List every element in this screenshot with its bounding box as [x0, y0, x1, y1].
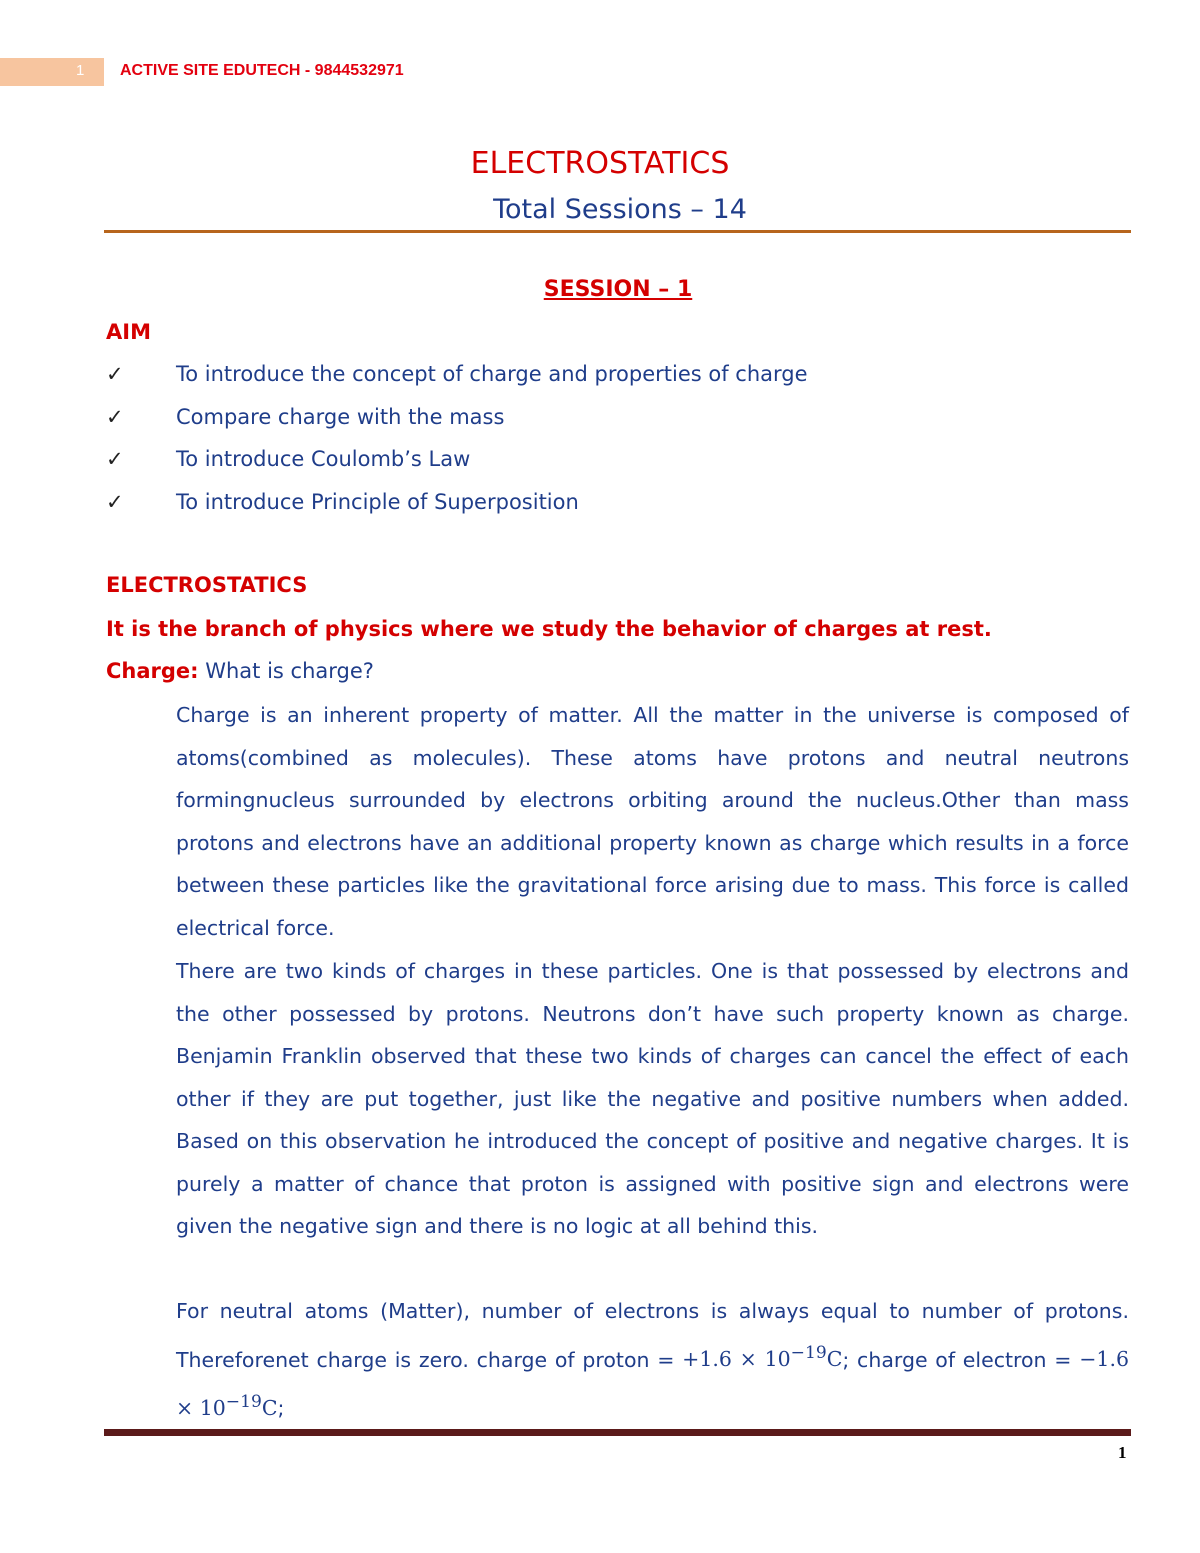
aim-item: ✓ To introduce Principle of Superposition: [106, 490, 579, 514]
question-line: [106, 659, 374, 683]
page-title: ELECTROSTATICS: [470, 146, 730, 181]
question-label: Charge:: [106, 659, 199, 683]
checkmark-icon: ✓: [106, 362, 124, 386]
question-text: What is charge?: [198, 659, 374, 683]
aim-item: ✓ Compare charge with the mass: [106, 405, 505, 429]
paragraph: There are two kinds of charges in these particles. One is that possessed by electrons and the other possessed by protons. Neutrons don’t have such property known as charge. Benjamin Franklin observed that these two kinds of charges can cancel the effect of each other if they are put together, just like the negative and positive numbers when added. Based on this observation he introduced the concept of positive and negative charges. It is purely a matter of chance that proton is assigned with positive sign and electrons were given the negative sign and there is no logic at all behind this.: [176, 959, 1129, 1238]
checkmark-icon: ✓: [106, 490, 124, 514]
paragraph-charges: For neutral atoms (Matter), number of electrons is always equal to number of protons. Thereforenet charge is zero. charge of proton = $+1.6 \times 10^{-19}C$; charge of electron = $-1.6 \times 10^{-19}C$;: [176, 1299, 1129, 1420]
top-divider: [104, 230, 1131, 233]
session-heading: SESSION – 1: [543, 277, 693, 302]
section-heading: ELECTROSTATICS: [106, 573, 308, 597]
bottom-divider: [104, 1429, 1131, 1436]
paragraph: Charge is an inherent property of matter. All the matter in the universe is composed of atoms(combined as molecules). These atoms have protons and neutral neutrons formingnucleus surrounded by electrons orbiting around the nucleus.Other than mass protons and electrons have an additional property known as charge which results in a force between these particles like the gravitational force arising due to mass. This force is called electrical force.: [176, 703, 1129, 940]
aim-item: ✓ To introduce the concept of charge and properties of charge: [106, 362, 808, 386]
checkmark-icon: ✓: [106, 447, 124, 471]
header-page-box: [0, 58, 104, 86]
aim-item: ✓ To introduce Coulomb’s Law: [106, 447, 471, 471]
proton-charge: $+1.6 \times 10^{-19}C$: [682, 1343, 843, 1372]
header-page-number: 1: [76, 62, 85, 79]
header-org: ACTIVE SITE EDUTECH - 9844532971: [120, 62, 404, 79]
footer-page-number: 1: [1118, 1443, 1127, 1462]
checkmark-icon: ✓: [106, 405, 124, 429]
page-subtitle: Total Sessions – 14: [493, 194, 747, 225]
electron-charge: $-1.6 \times 10^{-19}C$: [176, 1347, 1129, 1420]
definition: It is the branch of physics where we study the behavior of charges at rest.: [106, 617, 992, 641]
aim-heading: AIM: [106, 320, 151, 344]
